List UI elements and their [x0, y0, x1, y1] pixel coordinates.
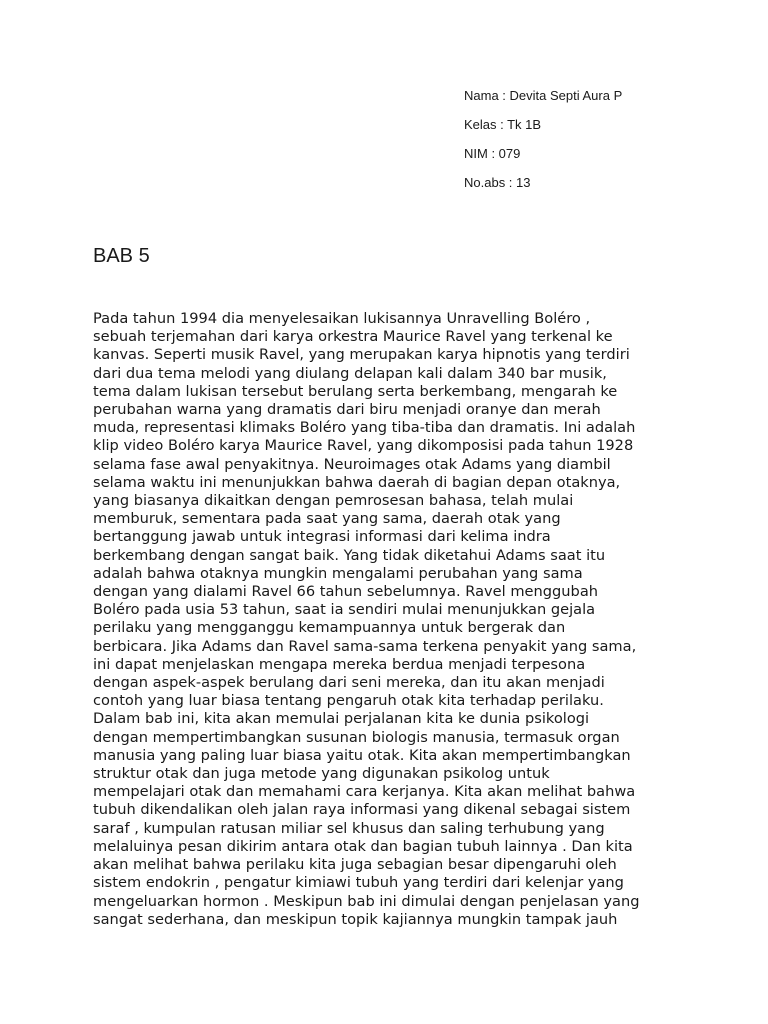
paragraph-line: dengan yang dialami Ravel 66 tahun sebelumnya. Ravel menggubah — [93, 583, 599, 601]
paragraph-line: mengeluarkan hormon . Meskipun bab ini dimulai dengan penjelasan yang — [93, 892, 640, 910]
paragraph-line: akan melihat bahwa perilaku kita juga sebagian besar dipengaruhi oleh — [93, 856, 617, 874]
student-name: Nama : Devita Septi Aura P — [464, 88, 623, 103]
paragraph-line: dengan mempertimbangkan susunan biologis manusia, termasuk organ — [93, 728, 620, 746]
paragraph-line: klip video Boléro karya Maurice Ravel, yang dikomposisi pada tahun 1928 — [93, 437, 634, 455]
paragraph-line: manusia yang paling luar biasa yaitu otak. Kita akan mempertimbangkan — [93, 746, 631, 764]
paragraph-line: sistem endokrin , pengatur kimiawi tubuh yang terdiri dari kelenjar yang — [93, 874, 624, 892]
paragraph-line: kanvas. Seperti musik Ravel, yang merupakan karya hipnotis yang terdiri — [93, 346, 630, 364]
paragraph-line: saraf , kumpulan ratusan miliar sel khusus dan saling terhubung yang — [93, 819, 605, 837]
chapter-title: BAB 5 — [93, 245, 150, 267]
paragraph-line: struktur otak dan juga metode yang digunakan psikolog untuk — [93, 765, 550, 783]
paragraph-line: bertanggung jawab untuk integrasi informasi dari kelima indra — [93, 528, 551, 546]
paragraph-line: mempelajari otak dan memahami cara kerjanya. Kita akan melihat bahwa — [93, 783, 636, 801]
paragraph-line: dengan aspek-aspek berulang dari seni mereka, dan itu akan menjadi — [93, 674, 605, 692]
paragraph-line: berbicara. Jika Adams dan Ravel sama-sama terkena penyakit yang sama, — [93, 637, 637, 655]
paragraph-line: tubuh dikendalikan oleh jalan raya informasi yang dikenal sebagai sistem — [93, 801, 631, 819]
paragraph-line: sebuah terjemahan dari karya orkestra Maurice Ravel yang terkenal ke — [93, 328, 613, 346]
student-class: Kelas : Tk 1B — [464, 117, 542, 132]
paragraph-line: berkembang dengan sangat baik. Yang tidak diketahui Adams saat itu — [93, 546, 606, 564]
paragraph-line: adalah bahwa otaknya mungkin mengalami perubahan yang sama — [93, 564, 583, 582]
paragraph-line: yang biasanya dikaitkan dengan pemrosesan bahasa, telah mulai — [93, 492, 574, 510]
paragraph-line: muda, representasi klimaks Boléro yang tiba-tiba dan dramatis. Ini adalah — [93, 419, 636, 437]
paragraph-line: memburuk, sementara pada saat yang sama, daerah otak yang — [93, 510, 561, 528]
paragraph-line: contoh yang luar biasa tentang pengaruh otak kita terhadap perilaku. — [93, 692, 604, 710]
paragraph-line: perilaku yang mengganggu kemampuannya untuk bergerak dan — [93, 619, 566, 637]
paragraph-line: Pada tahun 1994 dia menyelesaikan lukisannya Unravelling Boléro , — [93, 310, 591, 327]
paragraph-line: sangat sederhana, dan meskipun topik kajiannya mungkin tampak jauh — [93, 910, 618, 928]
paragraph-line: selama fase awal penyakitnya. Neuroimages otak Adams yang diambil — [93, 455, 611, 473]
student-info — [464, 86, 622, 202]
student-nim: NIM : 079 — [464, 146, 521, 161]
paragraph-line: melaluinya pesan dikirim antara otak dan bagian tubuh lainnya . Dan kita — [93, 837, 633, 855]
paragraph-line: Dalam bab ini, kita akan memulai perjalanan kita ke dunia psikologi — [93, 710, 590, 728]
paragraph-line: Boléro pada usia 53 tahun, saat ia sendiri mulai menunjukkan gejala — [93, 601, 596, 619]
paragraph-line: tema dalam lukisan tersebut berulang serta berkembang, mengarah ke — [93, 382, 618, 400]
student-abs-number: No.abs : 13 — [464, 175, 531, 190]
paragraph-line: dari dua tema melodi yang diulang delapan kali dalam 340 bar musik, — [93, 364, 607, 382]
paragraph-line: perubahan warna yang dramatis dari biru menjadi oranye dan merah — [93, 401, 601, 419]
paragraph-line: ini dapat menjelaskan mengapa mereka berdua menjadi terpesona — [93, 655, 586, 673]
body-paragraph — [93, 310, 683, 929]
paragraph-line: selama waktu ini menunjukkan bahwa daerah di bagian depan otaknya, — [93, 473, 621, 491]
